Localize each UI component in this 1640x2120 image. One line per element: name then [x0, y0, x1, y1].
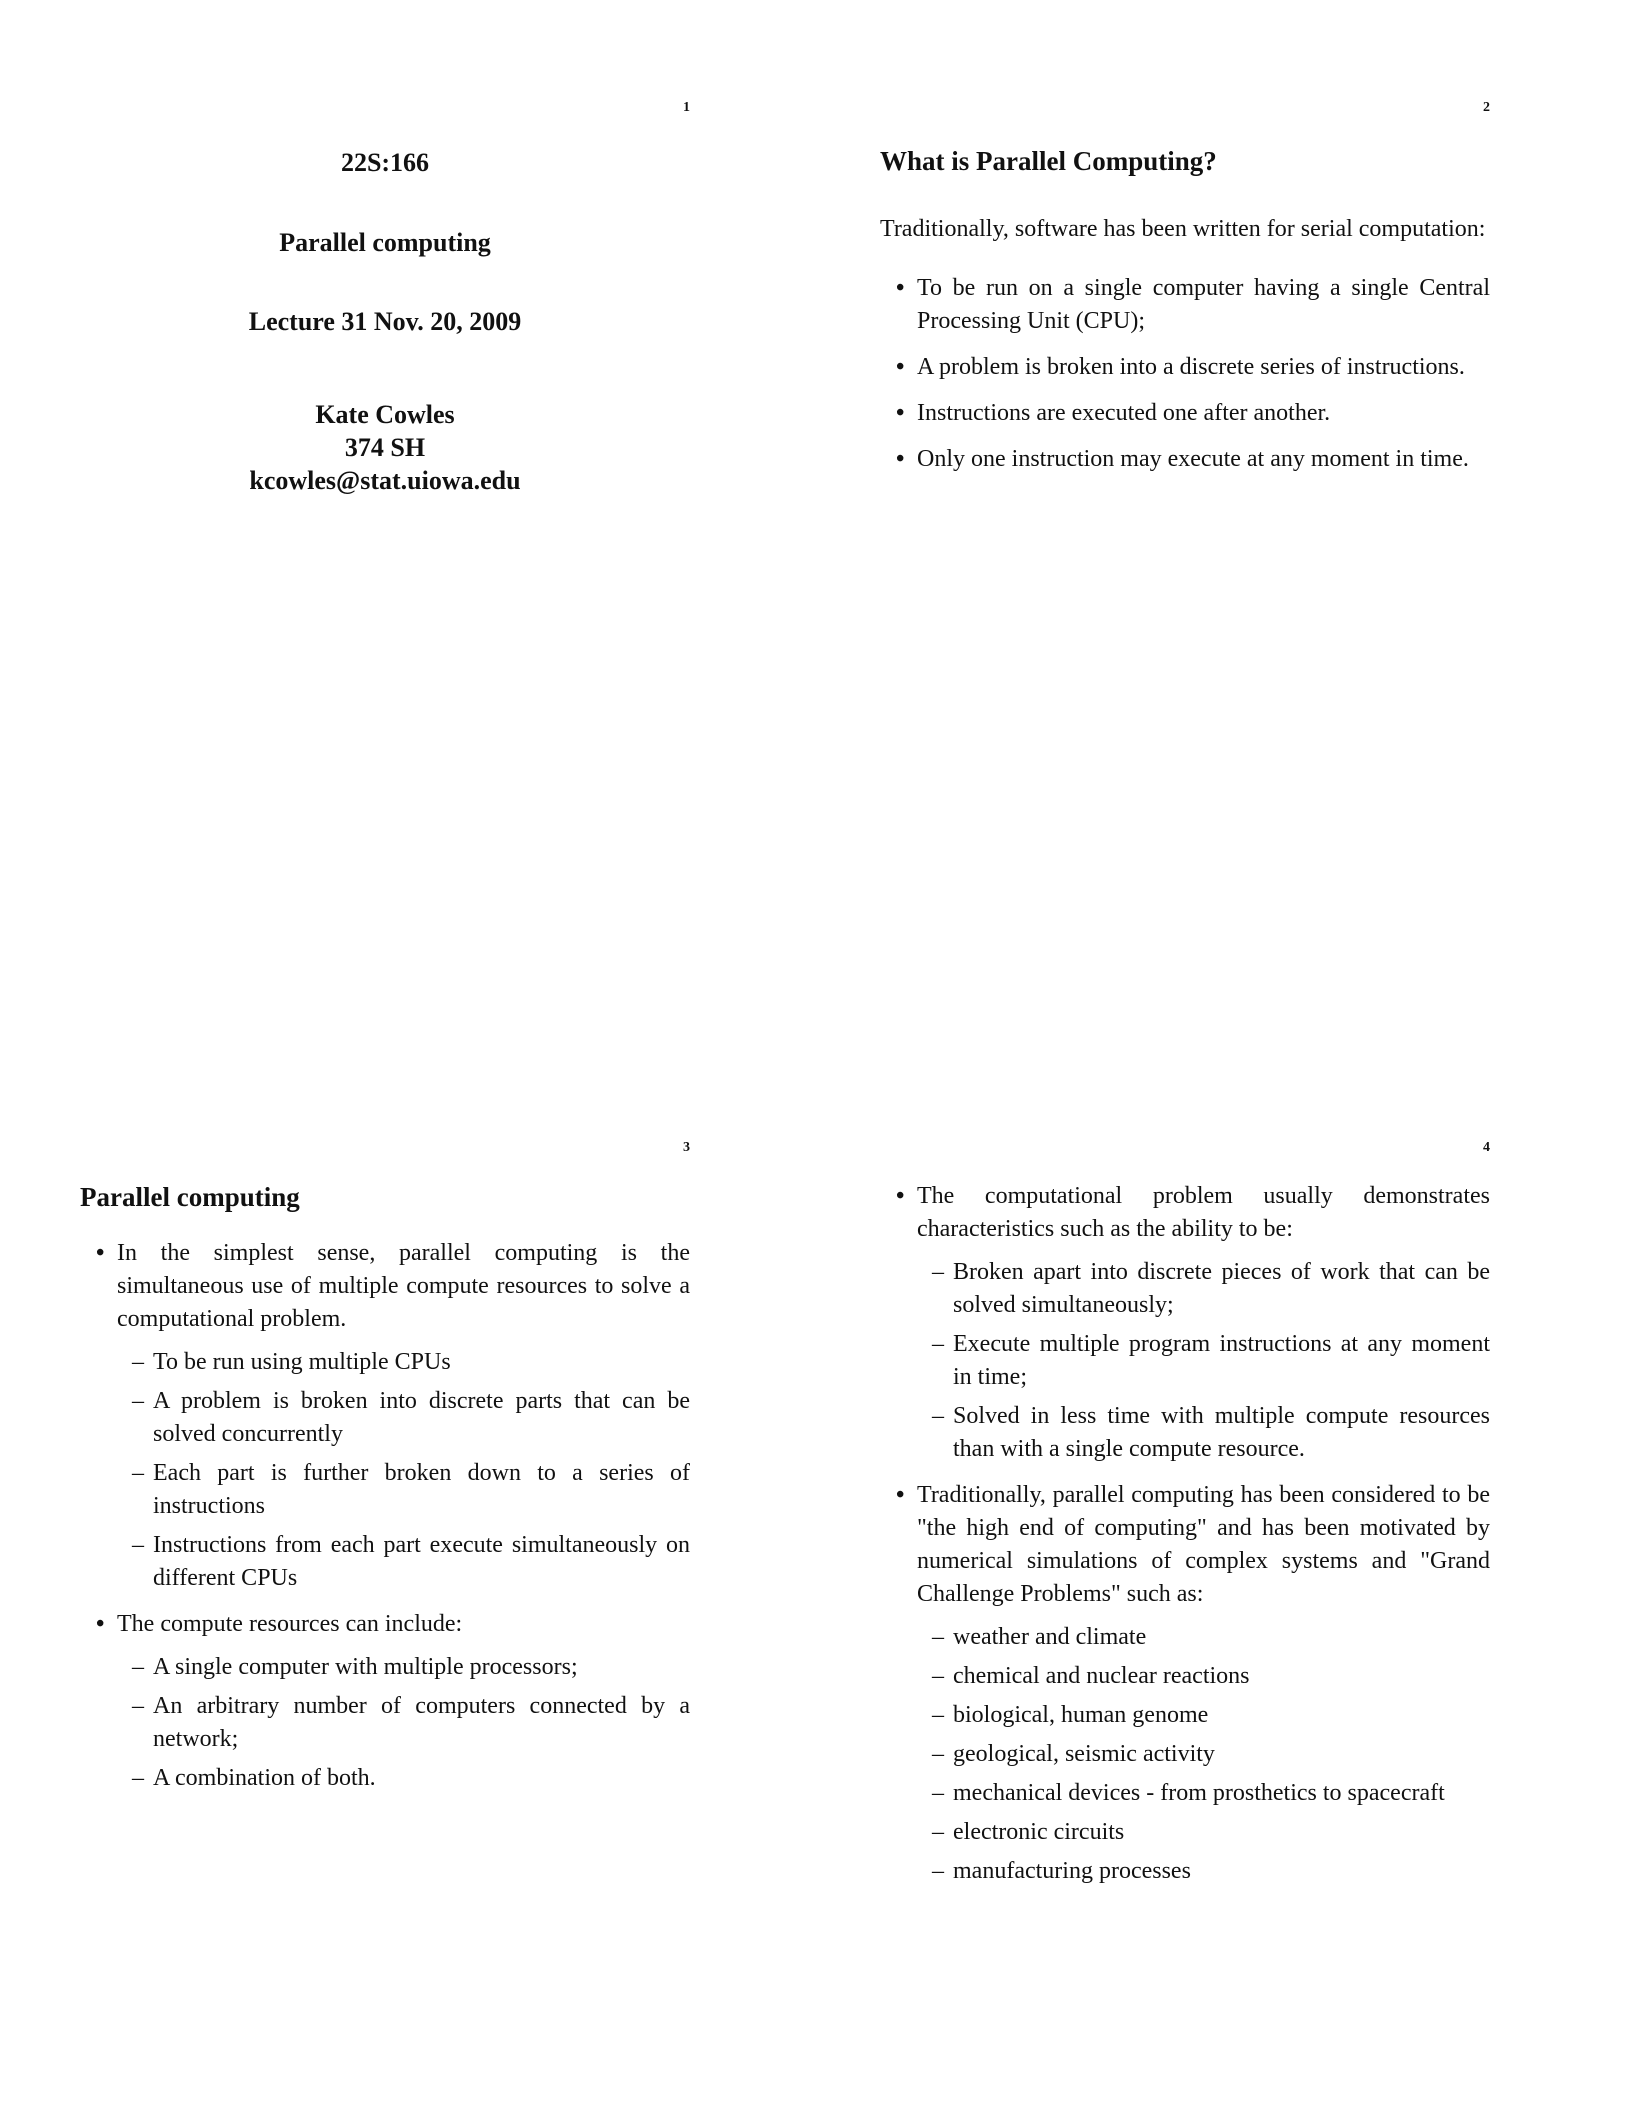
slide-3 [80, 1140, 690, 1808]
list-item: • A problem is broken into a discrete series of instructions. [896, 354, 1465, 380]
slide-title: What is Parallel Computing? [880, 146, 1217, 176]
page-number: 4 [1483, 1140, 1490, 1155]
sub-item: – A problem is broken into discrete parts that can be solved concurrently [132, 1388, 690, 1447]
sub-list [917, 1256, 1490, 1466]
sub-item: – weather and climate [932, 1624, 1147, 1650]
page-number: 1 [683, 100, 690, 115]
bullet-list [80, 1237, 690, 1795]
sub-item: – Execute multiple program instructions at any moment in time; [932, 1331, 1490, 1390]
sub-item: – A single computer with multiple processors; [132, 1654, 578, 1680]
bullet-list [880, 1140, 1490, 1888]
sub-item: – An arbitrary number of computers connected by a network; [132, 1693, 690, 1752]
author-name: Kate Cowles [315, 400, 455, 429]
sub-item: – chemical and nuclear reactions [932, 1663, 1250, 1689]
email: kcowles@stat.uiowa.edu [249, 466, 521, 495]
course-code: 22S:166 [340, 148, 430, 177]
sub-item: – mechanical devices - from prosthetics to spacecraft [932, 1780, 1445, 1806]
list-item: • The compute resources can include: – A single computer with multiple processors; – An arbitrary number of computers connected by a network; – A combination of both. [80, 1608, 690, 1795]
bullet-list [880, 272, 1490, 476]
sub-item: – electronic circuits [932, 1819, 1125, 1845]
sub-item: – biological, human genome [932, 1702, 1209, 1728]
sub-item: – geological, seismic activity [932, 1741, 1215, 1767]
list-item: • To be run on a single computer having a single Central Processing Unit (CPU); [896, 275, 1490, 334]
sub-item: – Broken apart into discrete pieces of work that can be solved simultaneously; [932, 1259, 1490, 1318]
slide-2 [880, 100, 1490, 489]
page-number: 3 [683, 1140, 690, 1155]
sub-item: – Each part is further broken down to a series of instructions [132, 1460, 690, 1519]
sub-item: – To be run using multiple CPUs [132, 1349, 451, 1375]
sub-item: – Solved in less time with multiple compute resources than with a single compute resource. [932, 1403, 1490, 1462]
list-item: • In the simplest sense, parallel computing is the simultaneous use of multiple compute resources to solve a computational problem. – To be run using multiple CPUs – A problem is broken into discrete parts that can be solved concurrently – Each part is further broken down to a series of instructions – Instructions from each part execute simultaneously on different CPUs [80, 1237, 690, 1595]
sub-item: – Instructions from each part execute simultaneously on different CPUs [132, 1532, 690, 1591]
intro-text: Traditionally, software has been written for serial computation: [880, 216, 1486, 242]
sub-item: – A combination of both. [132, 1765, 376, 1791]
lecture-date: Lecture 31 Nov. 20, 2009 [248, 307, 522, 336]
office: 374 SH [344, 433, 426, 462]
list-item: • The computational problem usually demonstrates characteristics such as the ability to be: – Broken apart into discrete pieces of work that can be solved simultaneously; – Execute multiple program instructions at any moment in time; – Solved in less time with multiple compute resources than with a single compute resource. [880, 1180, 1490, 1466]
slide-title: Parallel computing [80, 1182, 300, 1212]
slide-4 [880, 1140, 1490, 1901]
page-number: 2 [1483, 100, 1490, 115]
sub-list [917, 1621, 1490, 1888]
sub-item: – manufacturing processes [932, 1858, 1191, 1884]
list-item: • Traditionally, parallel computing has been considered to be "the high end of computing" and has been motivated by numerical simulations of complex systems and "Grand Challenge Problems" such as: – weather and climate – chemical and nuclear reactions – biological, human genome – geological, seismic activity – mechanical devices - from prosthetics to spacecraft – electronic circuits – manufacturing processes [880, 1479, 1490, 1888]
slide-1 [80, 100, 690, 497]
title-block [80, 100, 690, 497]
list-item: • Instructions are executed one after another. [896, 400, 1331, 426]
list-item: • Only one instruction may execute at any moment in time. [896, 446, 1469, 472]
slide-title: Parallel computing [279, 228, 491, 257]
sub-list [117, 1651, 690, 1795]
sub-list [117, 1346, 690, 1595]
